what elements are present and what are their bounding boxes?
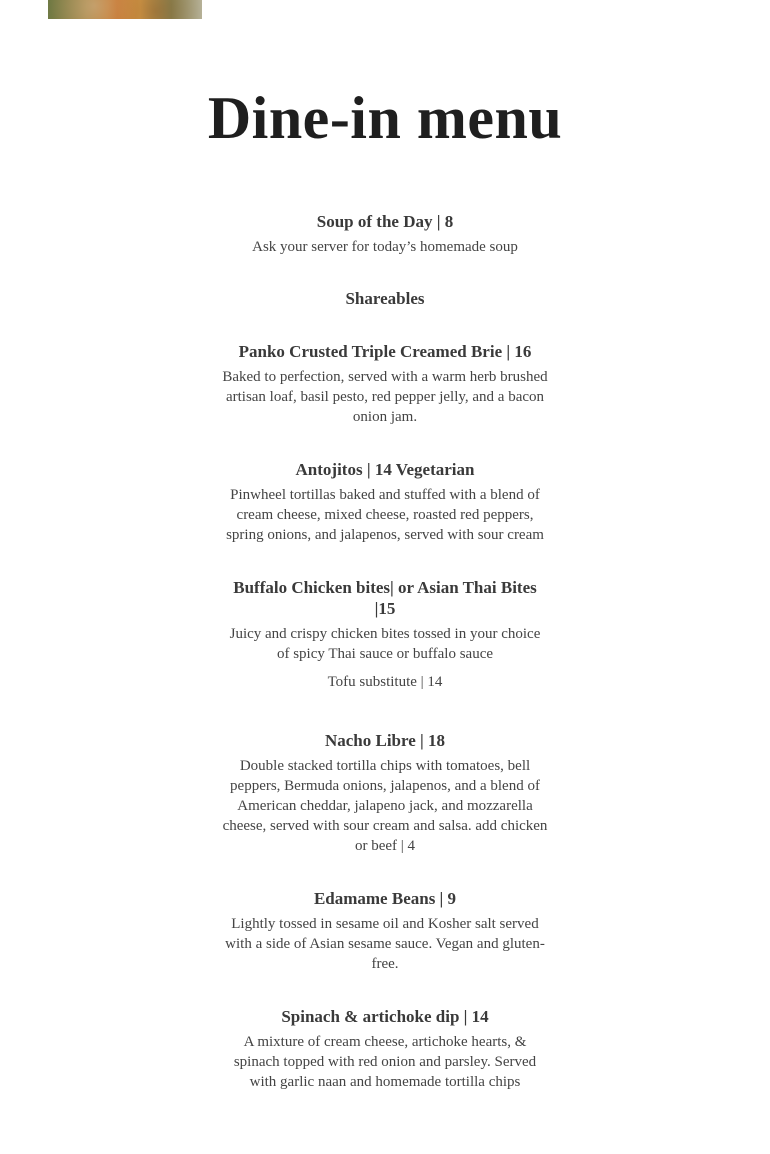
food-photo [48, 0, 202, 19]
item-description: Double stacked tortilla chips with tomatoes, bell peppers, Bermuda onions, jalapenos, and a blend of American cheddar, jalapeno jack, and mozzarella cheese, served with sour cream and salsa. add chicken or beef | 4 [222, 758, 548, 854]
menu-item-antojitos [222, 459, 548, 545]
section-heading: Shareables [345, 289, 425, 308]
menu-item-nacho-libre [222, 730, 548, 856]
item-description: Ask your server for today’s homemade soup [252, 239, 518, 255]
item-description: A mixture of cream cheese, artichoke hearts, & spinach topped with red onion and parsley. Served with garlic naan and homemade tortilla chips [233, 1034, 537, 1090]
menu-item-soup [222, 211, 548, 257]
item-description: Juicy and crispy chicken bites tossed in your choice of spicy Thai sauce or buffalo sauce [229, 626, 541, 662]
menu-list [222, 211, 548, 1092]
menu-item-brie [222, 341, 548, 427]
page-title: Dine-in menu [207, 85, 563, 151]
item-name: Spinach & artichoke dip | 14 [281, 1007, 489, 1026]
menu-item-spinach-dip [222, 1006, 548, 1092]
item-name: Buffalo Chicken bites| or Asian Thai Bites |15 [233, 578, 537, 618]
item-name: Antojitos | 14 Vegetarian [295, 460, 475, 479]
item-name: Soup of the Day | 8 [316, 212, 454, 231]
item-name: Edamame Beans | 9 [313, 889, 457, 908]
menu-item-chicken-bites [222, 577, 548, 692]
item-name: Nacho Libre | 18 [324, 731, 446, 750]
menu-item-edamame [222, 888, 548, 974]
section-heading-shareables [222, 288, 548, 309]
item-description: Pinwheel tortillas baked and stuffed with a blend of cream cheese, mixed cheese, roasted red peppers, spring onions, and jalapenos, served with sour cream [226, 487, 544, 543]
item-description: Lightly tossed in sesame oil and Kosher salt served with a side of Asian sesame sauce. Vegan and gluten-free. [225, 916, 545, 972]
item-name: Panko Crusted Triple Creamed Brie | 16 [238, 342, 532, 361]
item-note: Tofu substitute | 14 [327, 674, 443, 690]
item-description: Baked to perfection, served with a warm herb brushed artisan loaf, basil pesto, red pepper jelly, and a bacon onion jam. [222, 369, 548, 425]
